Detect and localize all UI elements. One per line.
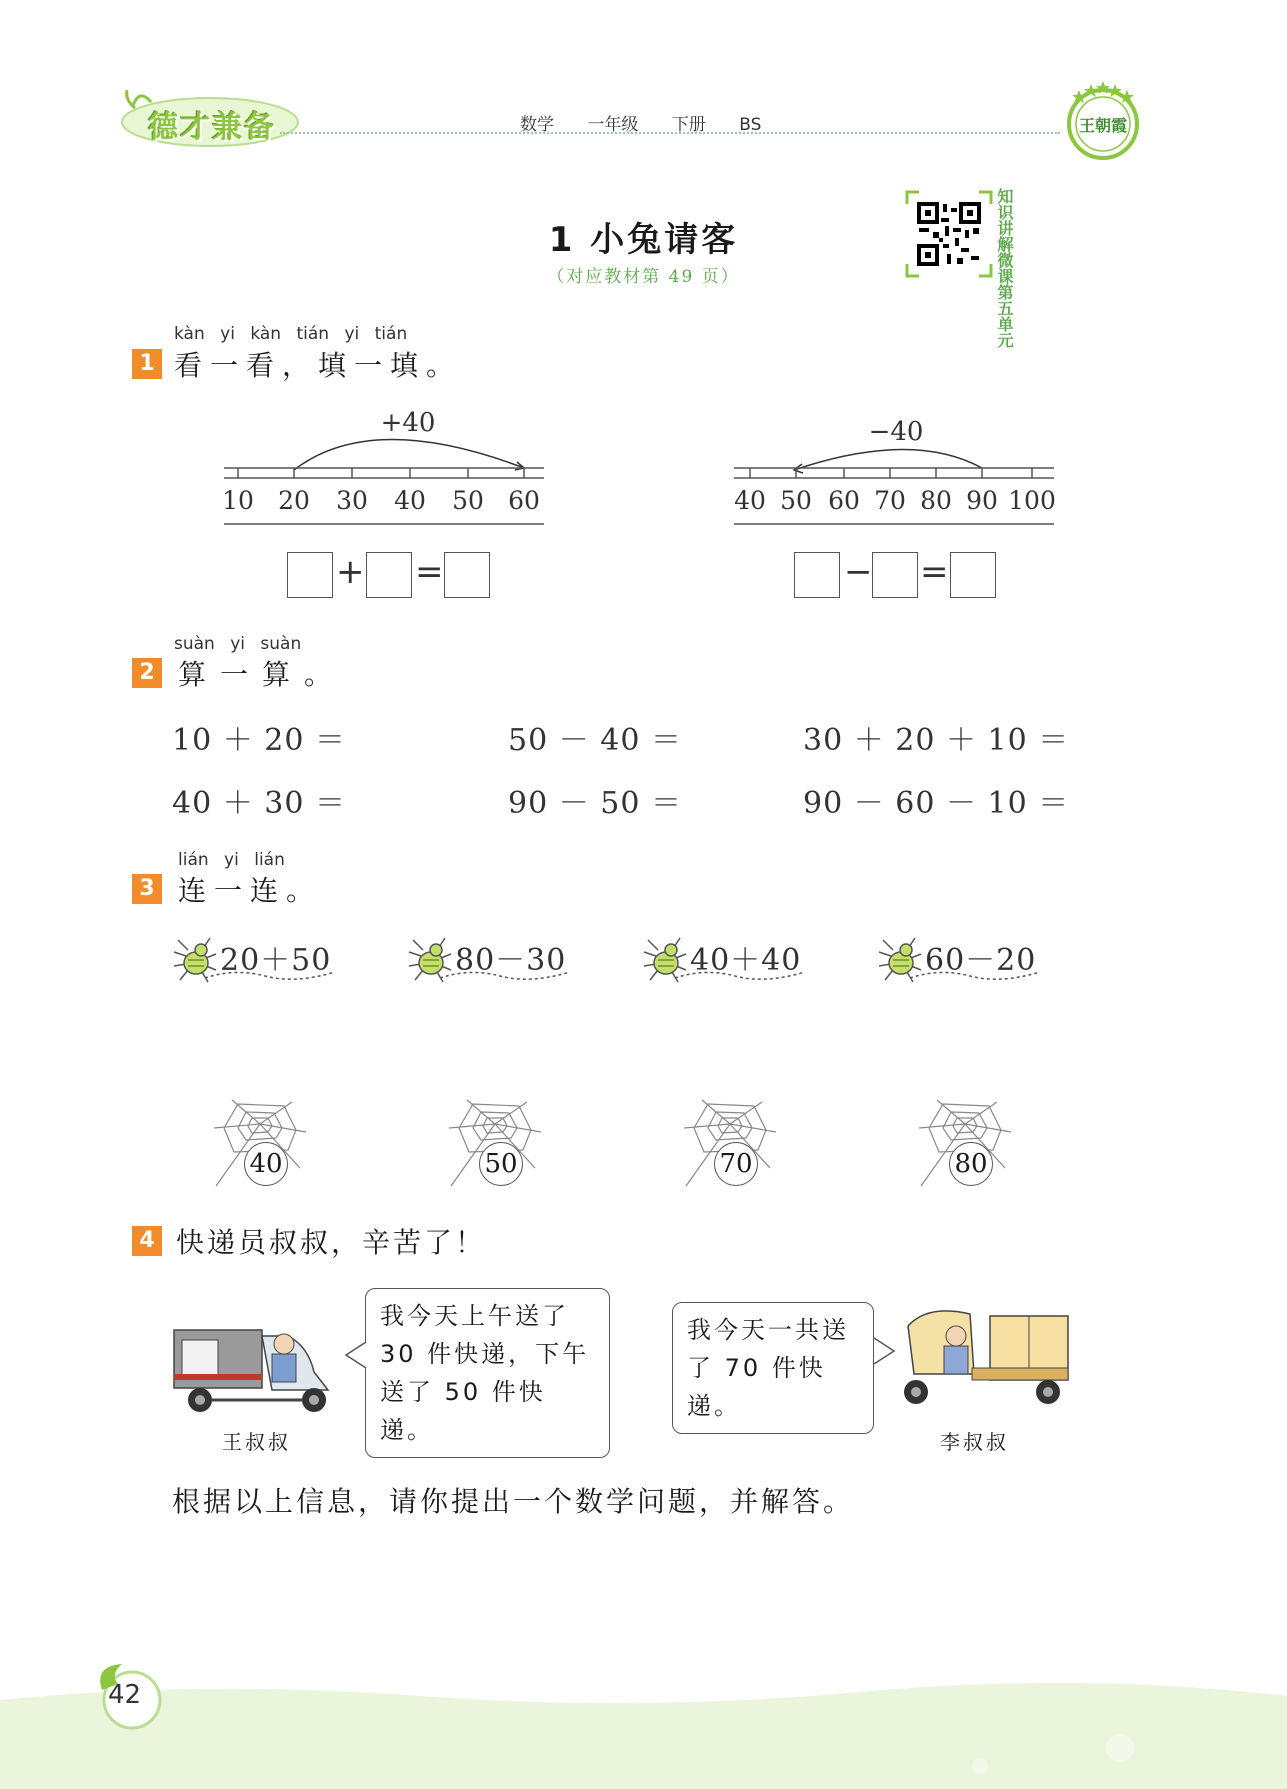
calc-expression: 40 ＋ 30 ＝ [172,786,346,821]
delivery-tricycle-left-icon [172,1318,337,1418]
bubble-line: 了 70 件快递。 [687,1354,826,1420]
name-wang: 王叔叔 [222,1430,291,1454]
answer-box[interactable] [444,552,490,598]
delivery-tricycle-right-icon [898,1296,1073,1410]
web-number: 80 [954,1149,988,1179]
number-line-left [222,400,558,530]
bottom-band [0,1670,1287,1789]
calc-expression: 90 － 50 ＝ [508,786,682,821]
speech-bubble-right [672,1302,874,1434]
web-number: 40 [249,1149,283,1179]
silk-thread [205,966,340,986]
silk-thread [675,966,810,986]
page-number: 42 [108,1680,142,1710]
tick-label: 20 [278,486,310,515]
bubble-line: 送了 50 件快递。 [380,1378,546,1444]
web-number-circle[interactable] [244,1142,288,1186]
answer-box[interactable] [950,552,996,598]
tick-label: 30 [336,486,368,515]
q3-prompt: 连一连。 [178,874,323,907]
equals-sign: = [920,552,949,592]
name-li: 李叔叔 [940,1430,1009,1454]
header-edition: BS [739,115,762,135]
web-number: 50 [484,1149,518,1179]
header-volume: 下册 [671,115,706,135]
open-question: 根据以上信息，请你提出一个数学问题，并解答。 [172,1485,855,1518]
spider-expression[interactable]: 20＋50 [220,943,332,978]
tick-label: 40 [734,486,766,515]
answer-box[interactable] [872,552,918,598]
tick-label: 60 [508,486,540,515]
q1-pinyin: kàn yi kàn tián yi tián [174,324,408,344]
header-subject: 数学 [520,115,554,135]
calc-expression: 30 ＋ 20 ＋ 10 ＝ [803,723,1070,758]
minus-sign: − [844,552,873,592]
tick-label: 90 [966,486,998,515]
tick-label: 40 [394,486,426,515]
bubble-line: 30 件快递，下午 [380,1340,590,1368]
q2-prompt: 算一算。 [178,658,347,691]
header-grade: 一年级 [587,115,639,135]
answer-box[interactable] [287,552,333,598]
svg-text:王朝霞: 王朝霞 [1078,116,1128,135]
logo-text: 德才兼备 [148,110,276,145]
q1-number-badge: 1 [132,349,162,379]
tick-label: 10 [222,486,254,515]
header-meta [520,110,779,135]
qr-label: 知识讲解微课第五单元 [995,188,1014,348]
answer-box[interactable] [366,552,412,598]
qr-code-icon[interactable] [905,190,993,278]
calc-expression: 10 ＋ 20 ＝ [172,723,346,758]
spider-expression[interactable]: 40＋40 [690,943,802,978]
q2-pinyin: suàn yi suàn [174,634,302,654]
q4-number-badge: 4 [132,1226,162,1256]
q2-number-badge: 2 [132,658,162,688]
page-title: 1 小兔请客 [548,220,739,260]
q4-prompt: 快递员叔叔，辛苦了！ [176,1226,487,1259]
number-line-left-op: +40 [380,408,436,438]
q3-pinyin: lián yi lián [178,850,285,870]
tick-label: 70 [874,486,906,515]
calc-expression: 90 － 60 － 10 ＝ [803,786,1070,821]
speech-bubble-left [365,1288,610,1458]
spider-expression[interactable]: 80－30 [455,943,567,978]
spider-expression[interactable]: 60－20 [925,943,1037,978]
silk-thread [440,966,575,986]
brand-seal-icon [1062,76,1144,164]
tick-label: 50 [452,486,484,515]
bubble-line: 我今天一共送 [687,1316,849,1344]
silk-thread [910,966,1045,986]
q1-prompt: 看一看，填一填。 [174,349,463,382]
web-number-circle[interactable] [714,1142,758,1186]
tick-label: 80 [920,486,952,515]
q3-number-badge: 3 [132,874,162,904]
tick-label: 60 [828,486,860,515]
equals-sign: = [415,552,444,592]
number-line-right [732,410,1062,530]
plus-sign: + [336,552,365,592]
tick-label: 50 [780,486,812,515]
tick-label: 100 [1008,486,1056,515]
calc-expression: 50 － 40 ＝ [508,723,682,758]
number-line-right-op: −40 [868,417,924,447]
bubble-tail [344,1340,368,1370]
bubble-tail [872,1336,896,1366]
web-number: 70 [719,1149,753,1179]
answer-box[interactable] [794,552,840,598]
bubble-line: 我今天上午送了 [380,1302,569,1330]
web-number-circle[interactable] [479,1142,523,1186]
page-subtitle: （对应教材第 49 页） [547,267,740,287]
web-number-circle[interactable] [949,1142,993,1186]
